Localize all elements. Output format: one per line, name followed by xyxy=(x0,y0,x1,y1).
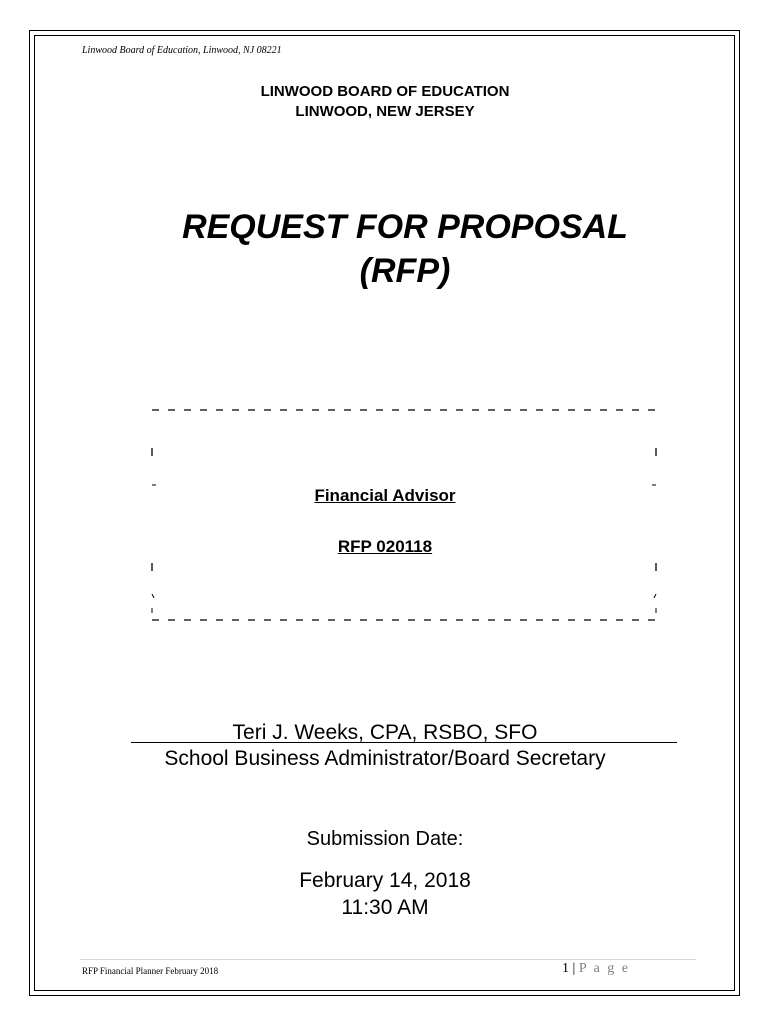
organization-name: LINWOOD BOARD OF EDUCATION xyxy=(260,83,510,100)
document-title-abbrev: (RFP) xyxy=(359,252,451,290)
submission-time: 11:30 AM xyxy=(341,896,429,919)
dashed-frame xyxy=(150,408,658,622)
page-separator: | xyxy=(572,961,576,976)
submission-label: Submission Date: xyxy=(306,828,464,850)
page-number: 1 xyxy=(562,961,569,976)
footer-document-label: RFP Financial Planner February 2018 xyxy=(82,966,219,976)
organization-location: LINWOOD, NEW JERSEY xyxy=(295,103,475,120)
rfp-subject: Financial Advisor xyxy=(314,486,456,505)
signature-rule xyxy=(131,742,677,743)
footer-page-indicator xyxy=(562,961,630,977)
signatory-role: School Business Administrator/Board Secretary xyxy=(164,747,606,770)
signatory-name: Teri J. Weeks, CPA, RSBO, SFO xyxy=(232,721,538,744)
footer-divider xyxy=(80,959,696,960)
rfp-number: RFP 020118 xyxy=(337,537,433,556)
submission-date: February 14, 2018 xyxy=(299,869,471,892)
header-source-line: Linwood Board of Education, Linwood, NJ 08221 xyxy=(82,45,282,56)
document-title: REQUEST FOR PROPOSAL xyxy=(182,208,628,246)
page-word: P a g e xyxy=(578,961,631,976)
